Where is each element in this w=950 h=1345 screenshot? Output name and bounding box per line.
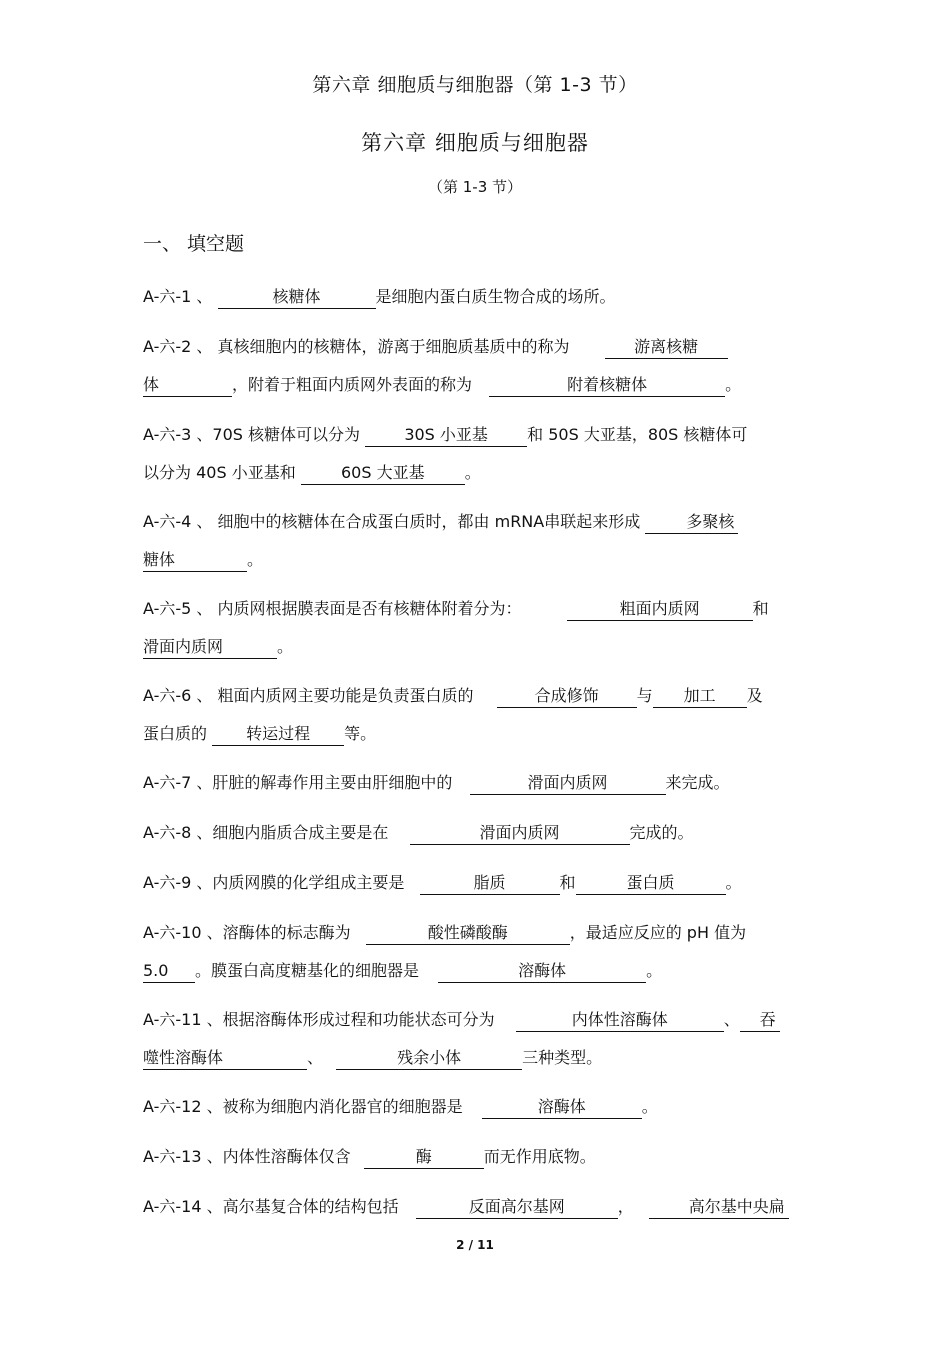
answer-blank: 糖体 <box>143 549 247 572</box>
question-text: 和 50S 大亚基，80S 核糖体可 <box>527 425 748 444</box>
question-text: 粗面内质网主要功能是负责蛋白质的 <box>217 686 474 705</box>
answer-blank: 加工 <box>653 685 747 708</box>
answer-blank: 酶 <box>364 1146 484 1169</box>
question-id: A-六-6 、 <box>143 686 213 705</box>
header-title: 第六章 细胞质与细胞器（第 1-3 节） <box>312 74 638 96</box>
answer-blank: 噬性溶酶体 <box>143 1047 307 1070</box>
page-number: 2 / 11 <box>456 1238 494 1252</box>
question-id: A-六-1 、 <box>143 287 213 306</box>
question-14 <box>143 1188 807 1226</box>
answer-blank: 粗面内质网 <box>567 598 753 621</box>
question-text: 70S 核糖体可以分为 <box>212 425 361 444</box>
answer-blank: 体 <box>143 374 232 397</box>
question-id: A-六-7 、 <box>143 773 213 792</box>
answer-blank: 30S 小亚基 <box>365 424 527 447</box>
question-id: A-六-5 、 <box>143 599 213 618</box>
question-text: 。 <box>277 637 294 656</box>
question-text: ，附着于粗面内质网外表面的称为 <box>232 375 473 394</box>
question-text: 溶酶体的标志酶为 <box>222 923 351 942</box>
question-text: 根据溶酶体形成过程和功能状态可分为 <box>222 1010 495 1029</box>
question-text: 等。 <box>344 724 377 743</box>
answer-blank: 内体性溶酶体 <box>516 1009 724 1032</box>
question-text: 细胞中的核糖体在合成蛋白质时，都由 mRNA串联起来形成 <box>217 512 641 531</box>
answer-blank: 60S 大亚基 <box>301 462 465 485</box>
question-text: 肝脏的解毒作用主要由肝细胞中的 <box>212 773 453 792</box>
question-id: A-六-12 、 <box>143 1097 223 1116</box>
question-id: A-六-9 、 <box>143 873 213 892</box>
question-5 <box>143 590 807 666</box>
answer-blank: 核糖体 <box>218 286 376 309</box>
question-text: 和 <box>559 873 576 892</box>
answer-blank: 吞 <box>740 1009 780 1032</box>
answer-blank: 多聚核 <box>645 511 738 534</box>
question-text: 。 <box>641 1097 658 1116</box>
question-text: 。膜蛋白高度糖基化的细胞器是 <box>195 961 420 980</box>
answer-blank: 合成修饰 <box>497 685 637 708</box>
question-text: 及 <box>746 686 763 705</box>
question-4 <box>143 503 807 579</box>
question-3 <box>143 416 807 492</box>
answer-blank: 滑面内质网 <box>470 772 666 795</box>
question-7 <box>143 764 807 802</box>
question-13 <box>143 1138 807 1176</box>
document-title: 第六章 细胞质与细胞器 <box>361 131 589 155</box>
answer-blank: 溶酶体 <box>438 960 646 983</box>
question-1 <box>143 278 807 316</box>
question-text: 。 <box>725 873 742 892</box>
question-text: 内体性溶酶体仅含 <box>222 1147 351 1166</box>
question-id: A-六-8 、 <box>143 823 213 842</box>
question-text: 真核细胞内的核糖体，游离于细胞质基质中的称为 <box>217 337 570 356</box>
question-id: A-六-14 、 <box>143 1197 223 1216</box>
question-text: 内质网根据膜表面是否有核糖体附着分为： <box>217 599 522 618</box>
question-text: 以分为 40S 小亚基和 <box>143 463 296 482</box>
question-text: 和 <box>752 599 769 618</box>
question-6 <box>143 677 807 753</box>
question-id: A-六-4 、 <box>143 512 213 531</box>
answer-blank: 高尔基中央扁 <box>649 1196 789 1219</box>
answer-blank: 反面高尔基网 <box>416 1196 618 1219</box>
question-text: 、 <box>307 1048 324 1067</box>
question-12 <box>143 1088 807 1126</box>
question-text: 内质网膜的化学组成主要是 <box>212 873 405 892</box>
question-id: A-六-11 、 <box>143 1010 223 1029</box>
question-text: 三种类型。 <box>522 1048 603 1067</box>
answer-blank: 溶酶体 <box>482 1096 642 1119</box>
question-text: 蛋白质的 <box>143 724 208 743</box>
answer-blank: 附着核糖体 <box>489 374 725 397</box>
answer-blank: 转运过程 <box>212 723 344 746</box>
question-8 <box>143 814 807 852</box>
answer-blank: 蛋白质 <box>576 872 726 895</box>
question-id: A-六-2 、 <box>143 337 213 356</box>
question-id: A-六-10 、 <box>143 923 223 942</box>
question-text: 被称为细胞内消化器官的细胞器是 <box>222 1097 463 1116</box>
question-11 <box>143 1001 807 1077</box>
question-text: 高尔基复合体的结构包括 <box>222 1197 399 1216</box>
answer-blank: 滑面内质网 <box>410 822 630 845</box>
question-text: 。 <box>646 961 663 980</box>
question-2 <box>143 328 807 404</box>
question-text: 而无作用底物。 <box>483 1147 596 1166</box>
section-heading: 一、 填空题 <box>143 233 245 255</box>
answer-blank: 酸性磷酸酶 <box>366 922 570 945</box>
question-text: 、 <box>723 1010 740 1029</box>
document-subtitle: （第 1-3 节） <box>427 178 523 196</box>
answer-blank: 滑面内质网 <box>143 636 277 659</box>
question-id: A-六-13 、 <box>143 1147 223 1166</box>
answer-blank: 5.0 <box>143 960 195 983</box>
answer-blank: 残余小体 <box>336 1047 522 1070</box>
question-text: 完成的。 <box>629 823 694 842</box>
question-10 <box>143 914 807 990</box>
question-text: 细胞内脂质合成主要是在 <box>212 823 389 842</box>
question-text: 。 <box>725 375 742 394</box>
question-text: 来完成。 <box>665 773 730 792</box>
question-9 <box>143 864 807 902</box>
question-text: ，最适应反应的 pH 值为 <box>569 923 747 942</box>
answer-blank: 脂质 <box>420 872 560 895</box>
question-id: A-六-3 、 <box>143 425 213 444</box>
question-text: 。 <box>247 550 264 569</box>
question-text: ， <box>617 1197 634 1216</box>
answer-blank: 游离核糖 <box>605 336 728 359</box>
question-text: 与 <box>636 686 653 705</box>
question-text: 。 <box>464 463 481 482</box>
question-text: 是细胞内蛋白质生物合成的场所。 <box>375 287 616 306</box>
